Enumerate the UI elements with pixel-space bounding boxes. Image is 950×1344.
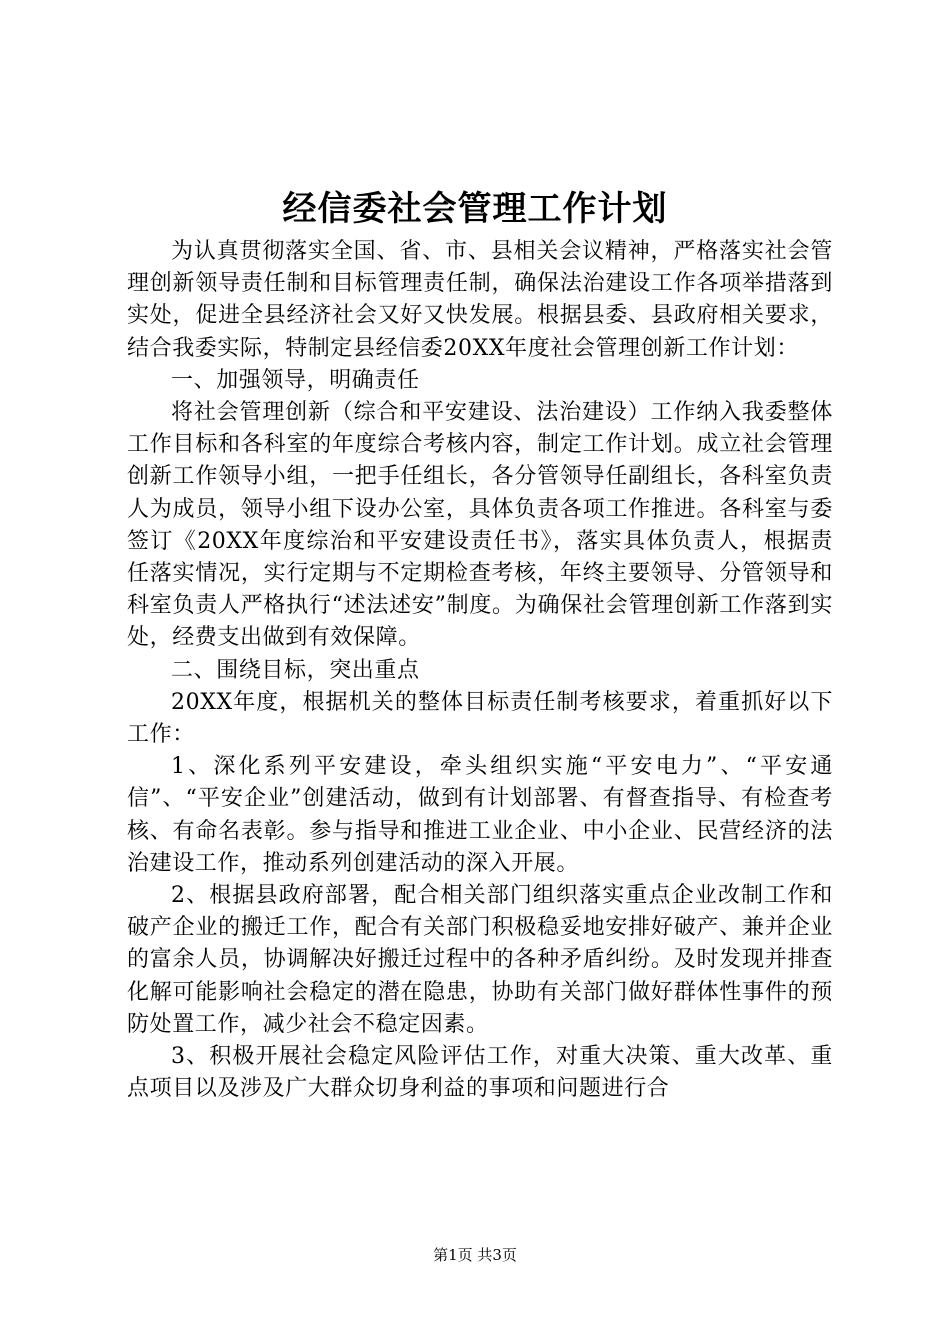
page-footer: 第1页 共3页: [433, 1246, 517, 1264]
section-heading-2: 二、围绕目标，突出重点: [171, 657, 420, 683]
paragraph-section-2-intro: 20XX年度，根据机关的整体目标责任制考核要求，着重抓好以下工作：: [127, 689, 833, 748]
paragraph-intro: 为认真贯彻落实全国、省、市、县相关会议精神，严格落实社会管理创新领导责任制和目标管理责任制，确保法治建设工作各项举措落到实处，促进全县经济社会又好又快发展。根据县委、县政府相关要求，结合我委实际，特制定县经信委20XX年度社会管理创新工作计划：: [127, 239, 833, 361]
document-body: [127, 236, 833, 1105]
paragraph-section-1: 将社会管理创新（综合和平安建设、法治建设）工作纳入我委整体工作目标和各科室的年度综合考核内容，制定工作计划。成立社会管理创新工作领导小组，一把手任组长，各分管领导任副组长，各科室负责人为成员，领导小组下设办公室，具体负责各项工作推进。各科室与委签订《20XX年度综治和平安建设责任书》，落实具体负责人，根据责任落实情况，实行定期与不定期检查考核，年终主要领导、分管领导和科室负责人严格执行“述法述安”制度。为确保社会管理创新工作落到实处，经费支出做到有效保障。: [127, 400, 833, 651]
section-heading-1: 一、加强领导，明确责任: [171, 367, 420, 393]
paragraph-item-1: 1、深化系列平安建设，牵头组织实施“平安电力”、“平安通信”、“平安企业”创建活动，做到有计划部署、有督查指导、有检查考核、有命名表彰。参与指导和推进工业企业、中小企业、民营经济的法治建设工作，推动系列创建活动的深入开展。: [127, 754, 833, 876]
paragraph-item-3: 3、积极开展社会稳定风险评估工作，对重大决策、重大改革、重点项目以及涉及广大群众切身利益的事项和问题进行合: [127, 1044, 833, 1102]
document-title: 经信委社会管理工作计划: [282, 189, 668, 229]
paragraph-item-2: 2、根据县政府部署，配合相关部门组织落实重点企业改制工作和破产企业的搬迁工作，配合有关部门积极稳妥地安排好破产、兼并企业的富余人员，协调解决好搬迁过程中的各种矛盾纠纷。及时发现并排查化解可能影响社会稳定的潜在隐患，协助有关部门做好群体性事件的预防处置工作，减少社会不稳定因素。: [127, 883, 833, 1037]
